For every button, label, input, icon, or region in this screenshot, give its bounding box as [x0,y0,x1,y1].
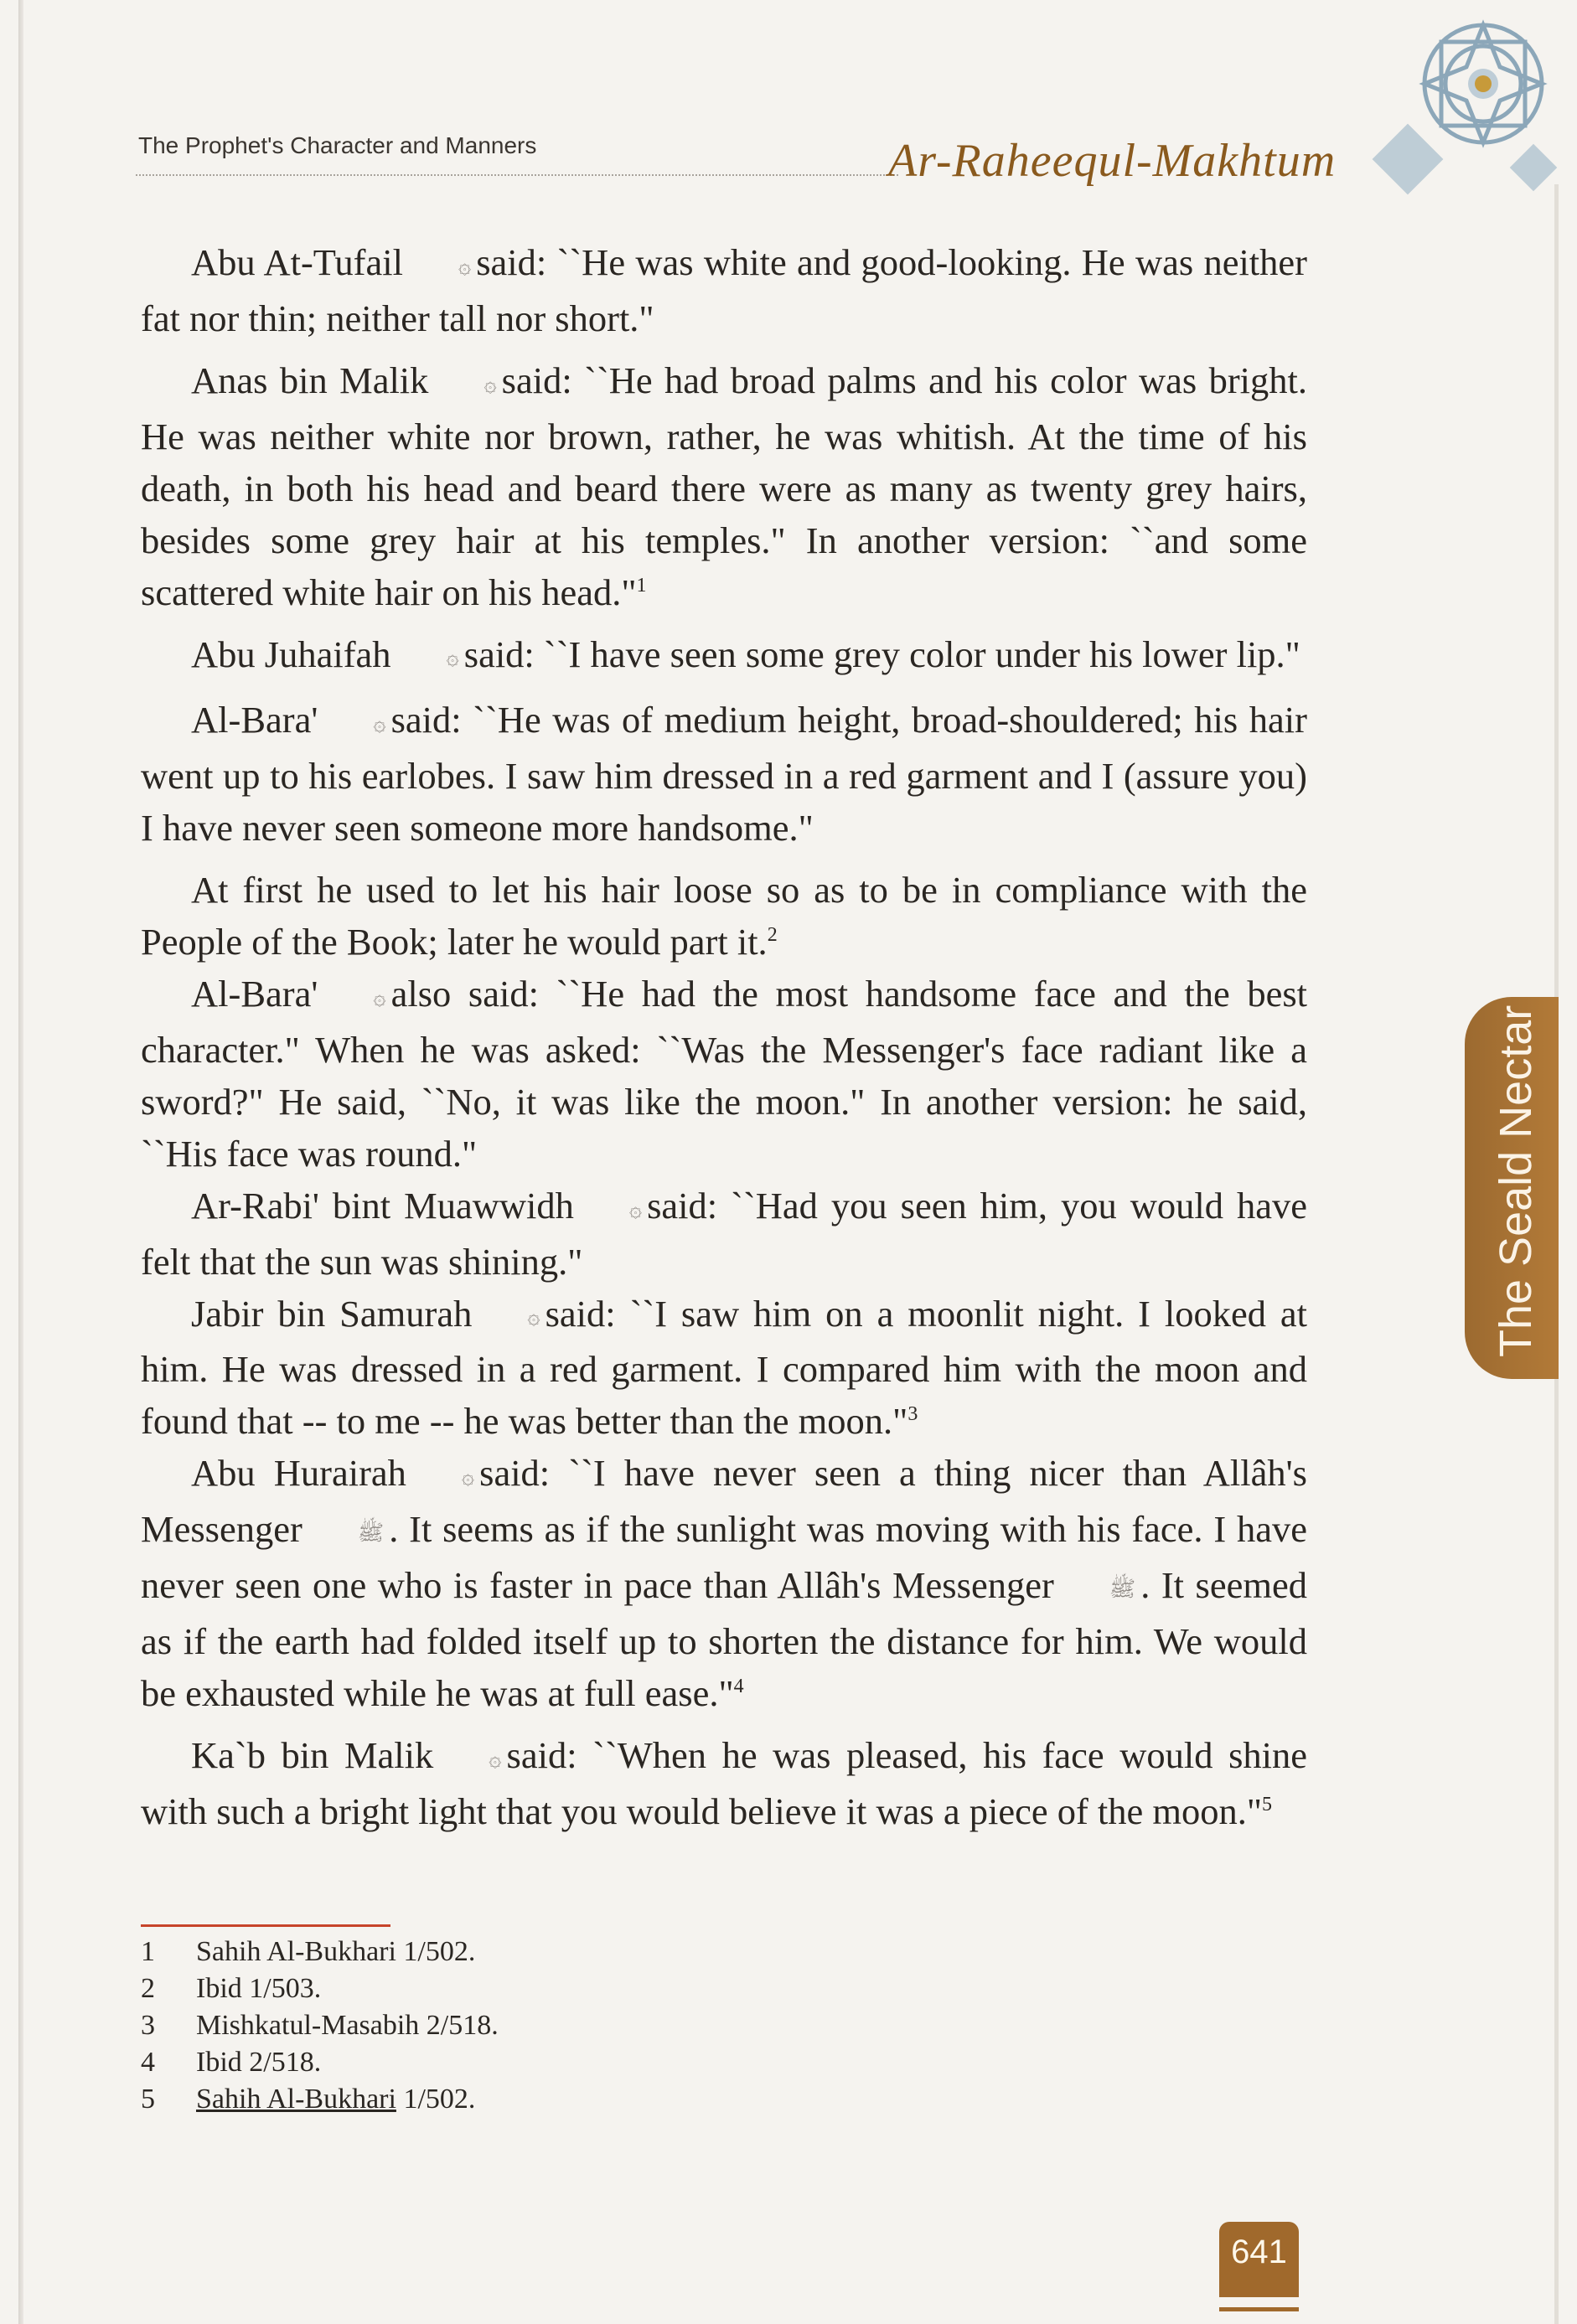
footnote-item [141,2007,499,2044]
footnote-reference[interactable]: 1 [636,574,647,596]
narrator-name: Jabir bin Samurah [191,1292,473,1335]
prophet-honorific-icon: ﷺ [357,1521,385,1546]
main-text-column [141,236,1307,1847]
narrator-name: Anas bin Malik [191,359,429,401]
footnote-text: Mishkatul-Masabih 2/518. [196,2010,499,2041]
footnote-number: 5 [141,2084,155,2115]
narration-text: said: ``He was white and good-looking. He was neither fat nor thin; neither tall nor short." [141,241,1307,339]
islamic-star-ornament [1349,17,1567,209]
footnote-text: Ibid 2/518. [196,2047,322,2078]
footnote-reference[interactable]: 2 [767,924,778,947]
paragraph [141,968,1307,1180]
paragraph [141,694,1307,854]
footnote-number: 1 [141,1936,155,1967]
page-number-underline [1219,2307,1299,2311]
paragraph [141,864,1307,968]
narrator-name: Al-Bara' [191,699,318,741]
footnote-item [141,2044,499,2081]
footnote-reference[interactable]: 4 [733,1675,744,1697]
footnote-number: 3 [141,2010,155,2041]
footnote-text-rest: 1/502. [396,2084,476,2115]
footnote-text: Sahih Al-Bukhari 1/502. [196,1936,476,1967]
paragraph [141,628,1307,684]
footnote-reference[interactable]: 3 [907,1403,918,1426]
companion-honorific-icon: ۞ [373,984,386,1010]
footnote-text [196,2081,475,2118]
narration-text: said: ``I have seen some grey color under his lower lip." [463,633,1300,675]
narration-text: At first he used to let his hair loose so as to be in compliance with the People of the Book; later he would part it. [141,869,1307,963]
paragraph [141,236,1307,344]
companion-honorific-icon: ۞ [483,371,497,396]
paragraph [141,1180,1307,1288]
page-binding-edge [18,0,23,2324]
narrator-name: Abu At-Tufail [191,241,403,283]
narration-text: said: ``He had broad palms and his color was bright. He was neither white nor brown, rather, he was whitish. At the time of his death, in both his head and beard there were as many as twenty grey hairs, besides some grey hair at his temples." In another version: ``and some scattered white hair on his head." [141,359,1307,613]
footnotes-list [141,1934,499,2118]
companion-honorific-icon: ۞ [373,711,386,736]
footnote-item [141,2081,499,2118]
paragraph [141,354,1307,618]
narrator-name: Abu Juhaifah [191,633,391,675]
narration-text: also said: ``He had the most handsome face and the best character." When he was asked: ``Was the Messenger's face radiant like a sword?" He said, ``No, it was like the moon." In another version: he said, ``His face was round." [141,973,1307,1175]
companion-honorific-icon: ۞ [461,1464,475,1490]
companion-honorific-icon: ۞ [446,645,459,670]
narration-text: . It seemed as if the earth had folded itself up to shorten the distance for him. We would be exhausted while he was at full ease." [141,1564,1307,1714]
footnote-item [141,1934,499,1970]
companion-honorific-icon: ۞ [489,1746,502,1771]
page-number: 641 [1231,2234,1287,2270]
footnote-number: 4 [141,2047,155,2078]
narration-text: said: ``I have never seen a thing nicer than Allâh's Messenger [141,1452,1308,1551]
narrator-name: Al-Bara' [191,973,318,1015]
header-dotted-rule [136,174,898,176]
narration-text: said: ``He was of medium height, broad-shouldered; his hair went up to his earlobes. I saw him dressed in a red garment and I (assure you) I have never seen someone more handsome." [141,699,1307,850]
prophet-honorific-icon: ﷺ [1109,1576,1136,1601]
paragraph [141,1447,1307,1718]
companion-honorific-icon: ۞ [628,1196,643,1221]
footnote-separator [141,1924,390,1927]
narrator-name: Ka`b bin Malik [191,1733,434,1776]
paragraph [141,1729,1307,1837]
book-title-script: Ar-Raheequl-Makhtum [888,135,1337,187]
narration-text: said: ``Had you seen him, you would have felt that the sun was shining." [141,1184,1307,1283]
companion-honorific-icon: ۞ [458,253,472,278]
running-head-section-title: The Prophet's Character and Manners [138,132,537,158]
footnote-item [141,1970,499,2007]
narrator-name: Ar-Rabi' bint Muawwidh [191,1184,574,1227]
footnote-reference[interactable]: 5 [1262,1793,1273,1815]
footnote-number: 2 [141,1973,155,2004]
footnote-text: Ibid 1/503. [196,1973,322,2004]
narration-text: said: ``When he was pleased, his face would shine with such a bright light that you would believe it was a piece of the moon." [141,1733,1308,1832]
narrator-name: Abu Hurairah [191,1452,406,1495]
narration-text: said: ``I saw him on a moonlit night. I looked at him. He was dressed in a red garment. I compared him with the moon and found that -- to me -- he was better than the moon." [141,1292,1307,1443]
side-tab-label: The Seald Nectar [1491,1004,1541,1357]
paragraph [141,1288,1307,1448]
footnote-source-link[interactable]: Sahih Al-Bukhari [196,2084,396,2115]
companion-honorific-icon: ۞ [527,1304,540,1330]
narration-text: . It seems as if the sunlight was moving with his face. I have never seen one who is faster in pace than Allâh's Messenger [141,1508,1307,1607]
